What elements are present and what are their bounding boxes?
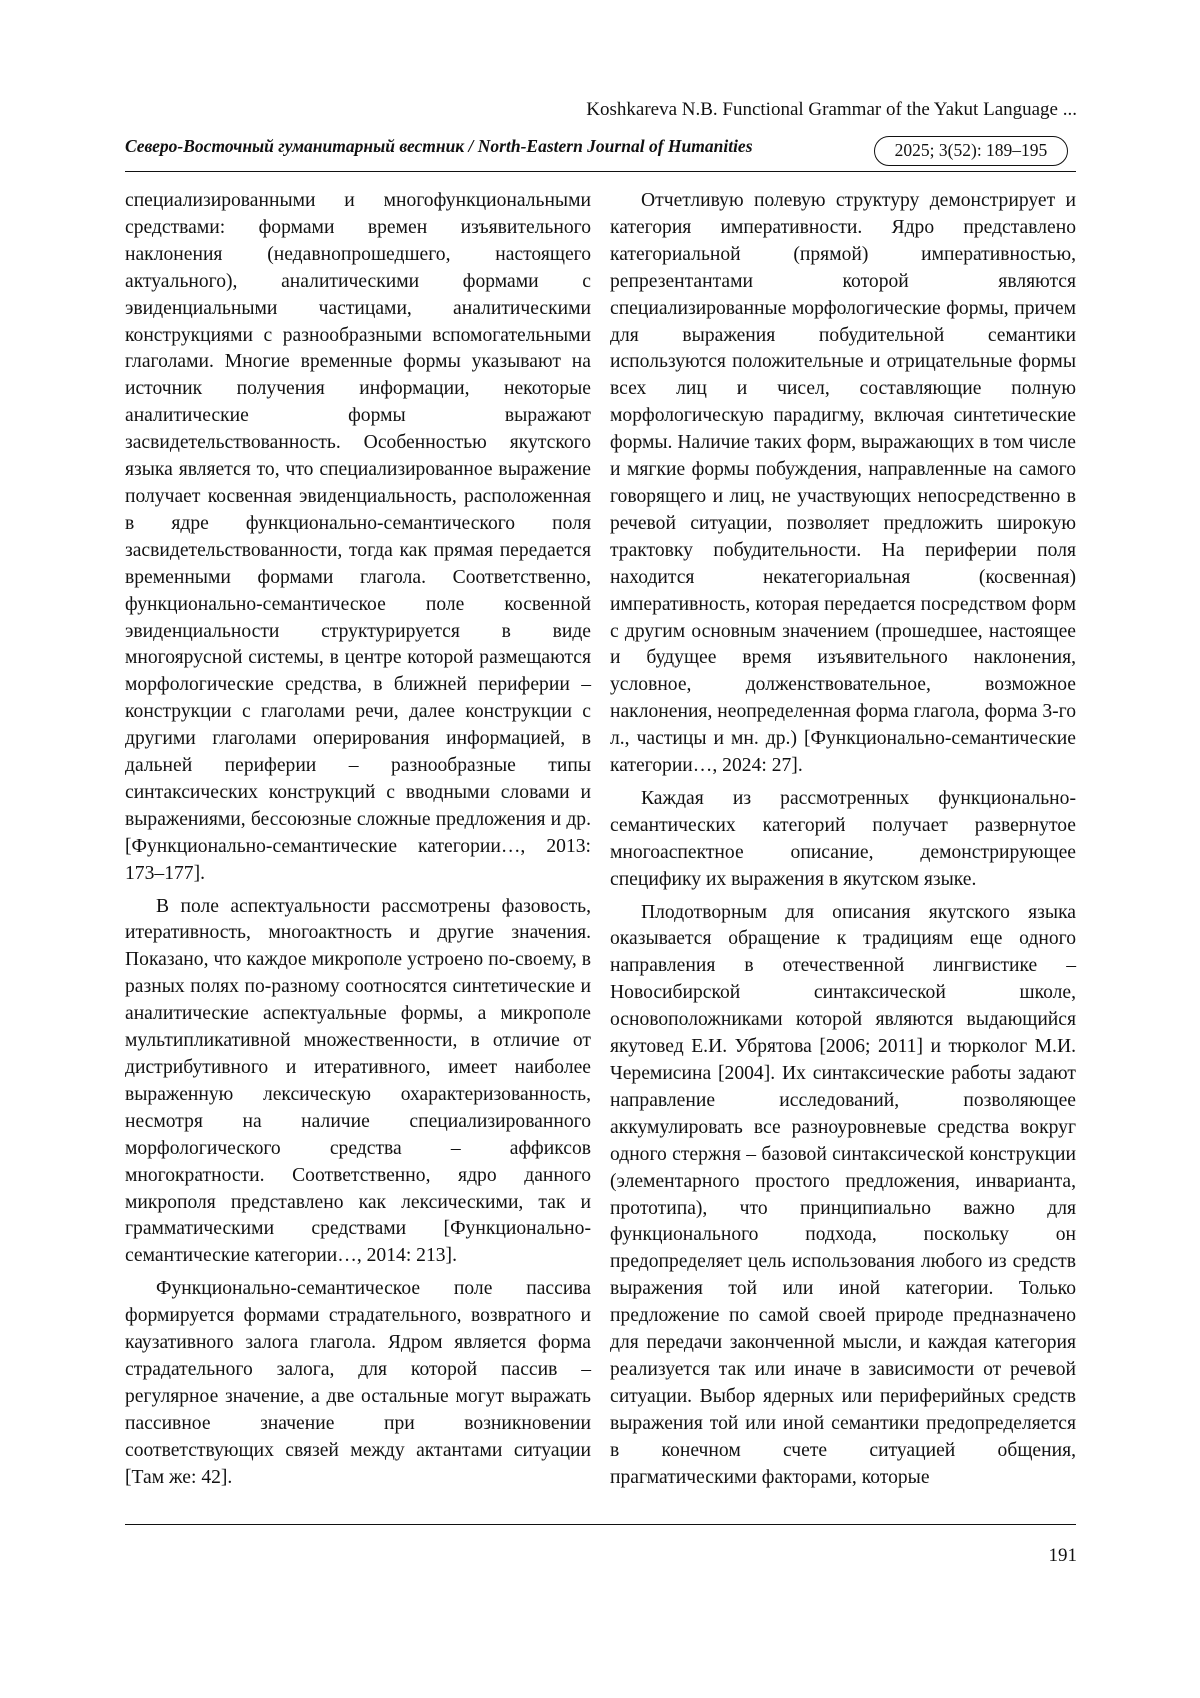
issue-badge: 2025; 3(52): 189–195 bbox=[874, 136, 1068, 166]
running-title: Koshkareva N.B. Functional Grammar of the Yakut Language ... bbox=[586, 99, 1077, 120]
paragraph: В поле аспектуальности рассмотрены фазовость, итеративность, многоактность и другие значения. Показано, что каждое микрополе устроено по-своему, в разных полях по-разному соотносятся синтетические и аналитические аспектуальные формы, а микрополе мультипликативной множественности, в отличие от дистрибутивного и итеративного, имеет наиболее выраженную лексическую охарактеризованность, несмотря на наличие специализированного морфологического средства – аффиксов многократности. Соответственно, ядро данного микрополя представлено как лексическими, так и грамматическими средствами [Функционально-семантические категории…, 2014: 213]. bbox=[125, 895, 591, 1267]
footer-rule bbox=[125, 1524, 1076, 1525]
paragraph: специализированными и многофункциональными средствами: формами времен изъявительного наклонения (недавнопрошедшего, настоящего актуального), аналитическими формами с эвиденциальными частицами, аналитическими конструкциями с разнообразными вспомогательными глаголами. Многие временные формы указывают на источник получения информации, некоторые аналитические формы выражают засвидетельствованность. Особенностью якутского языка является то, что специализированное выражение получает косвенная эвиденциальность, расположенная в ядре функционально-семантического поля засвидетельствованности, тогда как прямая передается временными формами глагола. Соответственно, функционально-семантическое поле косвенной эвиденциальности структурируется в виде многоярусной системы, в центре которой размещаются морфологические средства, в ближней периферии – конструкции с глаголами речи, далее конструкции с другими глаголами оперирования информацией, в дальней периферии – разнообразные типы синтаксических конструкций с вводными словами и выражениями, бессоюзные сложные предложения и др. [Функционально-семантические категории…, 2013: 173–177]. bbox=[125, 190, 591, 884]
left-column bbox=[125, 188, 591, 1498]
paragraph: Каждая из рассмотренных функционально-семантических категорий получает развернутое многоаспектное описание, демонстрирующее специфику их выражения в якутском языке. bbox=[610, 787, 1076, 890]
right-column bbox=[610, 188, 1076, 1498]
paragraph: Функционально-семантическое поле пассива формируется формами страдательного, возвратного и каузативного залога глагола. Ядром является форма страдательного залога, для которой пассив – регулярное значение, а две остальные могут выражать пассивное значение при возникновении соответствующих связей между актантами ситуации [Там же: 42]. bbox=[125, 1278, 591, 1488]
paragraph: Отчетливую полевую структуру демонстрирует и категория императивности. Ядро представлено категориальной (прямой) императивностью, репрезентантами которой являются специализированные морфологические формы, причем для выражения побудительной семантики используются положительные и отрицательные формы всех лиц и чисел, составляющие полную морфологическую парадигму, включая синтетические формы. Наличие таких форм, выражающих в том числе и мягкие формы побуждения, направленные на самого говорящего и лиц, не участвующих непосредственно в речевой ситуации, позволяет предложить широкую трактовку побудительности. На периферии поля находится некатегориальная (косвенная) императивность, которая передается посредством форм с другим основным значением (прошедшее, настоящее и будущее время изъявительного наклонения, условное, долженствовательное, возможное наклонения, неопределенная форма глагола, форма 3-го л., частицы и мн. др.) [Функционально-семантические категории…, 2024: 27]. bbox=[610, 190, 1076, 777]
page-number: 191 bbox=[1048, 1545, 1077, 1566]
paragraph: Плодотворным для описания якутского языка оказывается обращение к традициям еще одного направления в отечественной лингвистике – Новосибирской синтаксической школе, основоположниками которой являются выдающийся якутовед Е.И. Убрятова [2006; 2011] и тюрколог М.И. Черемисина [2004]. Их синтаксические работы задают направление исследований, позволяющее аккумулировать все разноуровневые средства вокруг одного стержня – базовой синтаксической конструкции (элементарного простого предложения, инварианта, прототипа), что принципиально важно для функционального подхода, поскольку он предопределяет цель использования любого из средств выражения той или иной категории. Только предложение по самой своей природе предназначено для передачи законченной мысли, и каждая категория реализуется так или иначе в зависимости от речевой ситуации. Выбор ядерных или периферийных средств выражения той или иной семантики предопределяется в конечном счете ситуацией общения, прагматическими факторами, которые bbox=[610, 901, 1076, 1488]
journal-title: Северо-Восточный гуманитарный вестник / North-Eastern Journal of Humanities bbox=[125, 136, 753, 156]
header-rule bbox=[125, 171, 1076, 172]
